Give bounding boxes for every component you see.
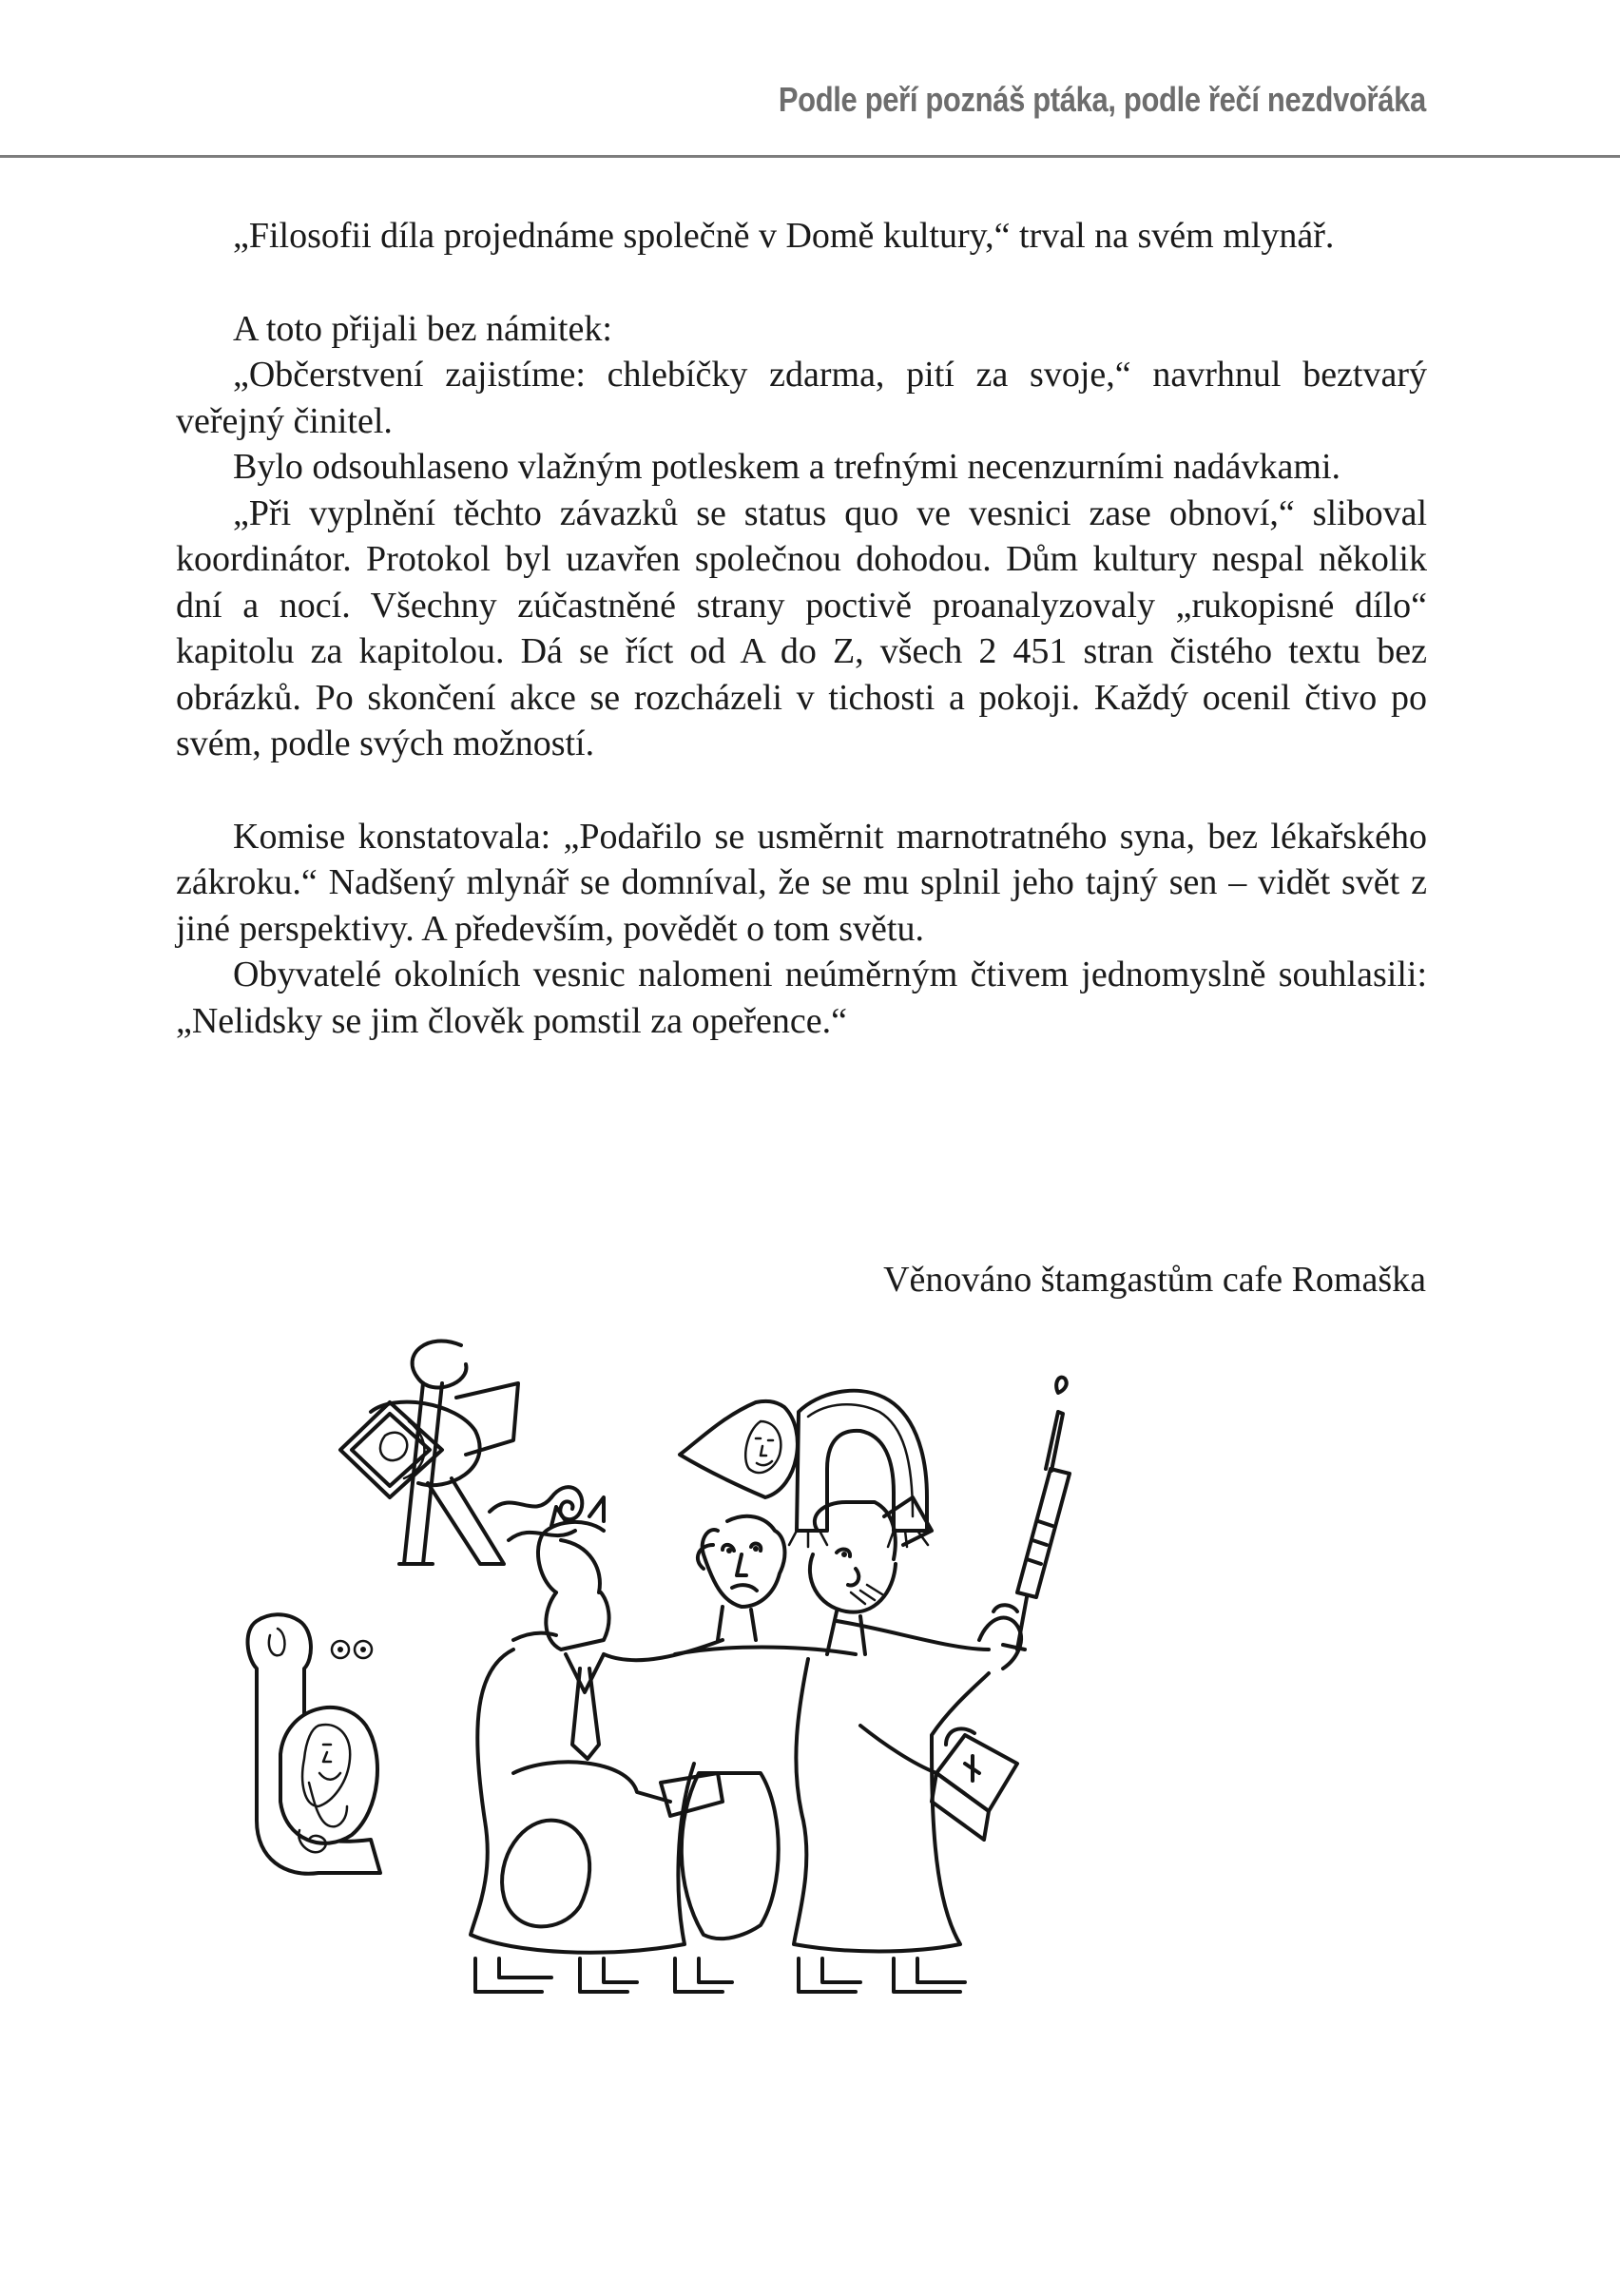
paragraph: „Filosofii díla projednáme společně v Domě kultury,“ trval na svém mlynář. (233, 216, 1335, 256)
figure-right (794, 1378, 1070, 1952)
paragraph: Bylo odsouhlaseno vlažným potleskem a trefnými necenzurními nadávkami. (233, 447, 1341, 487)
running-header: Podle peří poznáš ptáka, podle řečí nezdvořáka (779, 80, 1426, 119)
illustration (228, 1326, 1226, 2130)
paragraph: A toto přijali bez námitek: (233, 308, 612, 349)
paragraph: „Občerstvení zajistíme: chlebíčky zdarma, pití za svoje,“ navrhnul beztvarý veřejný činitel. (176, 355, 1427, 441)
ground-ornaments (475, 1958, 965, 1992)
figure-middle (675, 1516, 856, 1939)
header-divider (0, 155, 1620, 158)
body-text (176, 213, 1427, 1044)
paragraph: Obyvatelé okolních vesnic nalomeni neúměrným čtivem jednomyslně souhlasili: „Nelidsky se jim člověk pomstil za opeřence.“ (176, 955, 1427, 1041)
paragraph: Komise konstatovala: „Podařilo se usměrnit marnotratného syna, bez lékařského zákroku.“ Nadšený mlynář se domníval, že se mu splnil jeho tajný sen – vidět svět z jiné perspektivy. A především, povědět o tom světu. (176, 816, 1427, 949)
paragraph: „Při vyplnění těchto závazků se status quo ve vesnici zase obnoví,“ sliboval koordinátor. Protokol byl uzavřen společnou dohodou. Dům kultury nespal několik dní a nocí. Všechny zúčastněné strany poctivě proanalyzovaly „rukopisné dílo“ kapitolu za kapitolou. Dá se říct od A do Z, všech 2 451 stran čistého textu bez obrázků. Po skončení akce se rozcházeli v tichosti a pokoji. Každý ocenil čtivo po svém, podle svých možností. (176, 492, 1427, 763)
ornamental-initial-b (248, 1614, 380, 1874)
dedication: Věnováno štamgastům cafe Romaška (883, 1260, 1426, 1300)
ink-drawing (228, 1326, 1226, 2130)
